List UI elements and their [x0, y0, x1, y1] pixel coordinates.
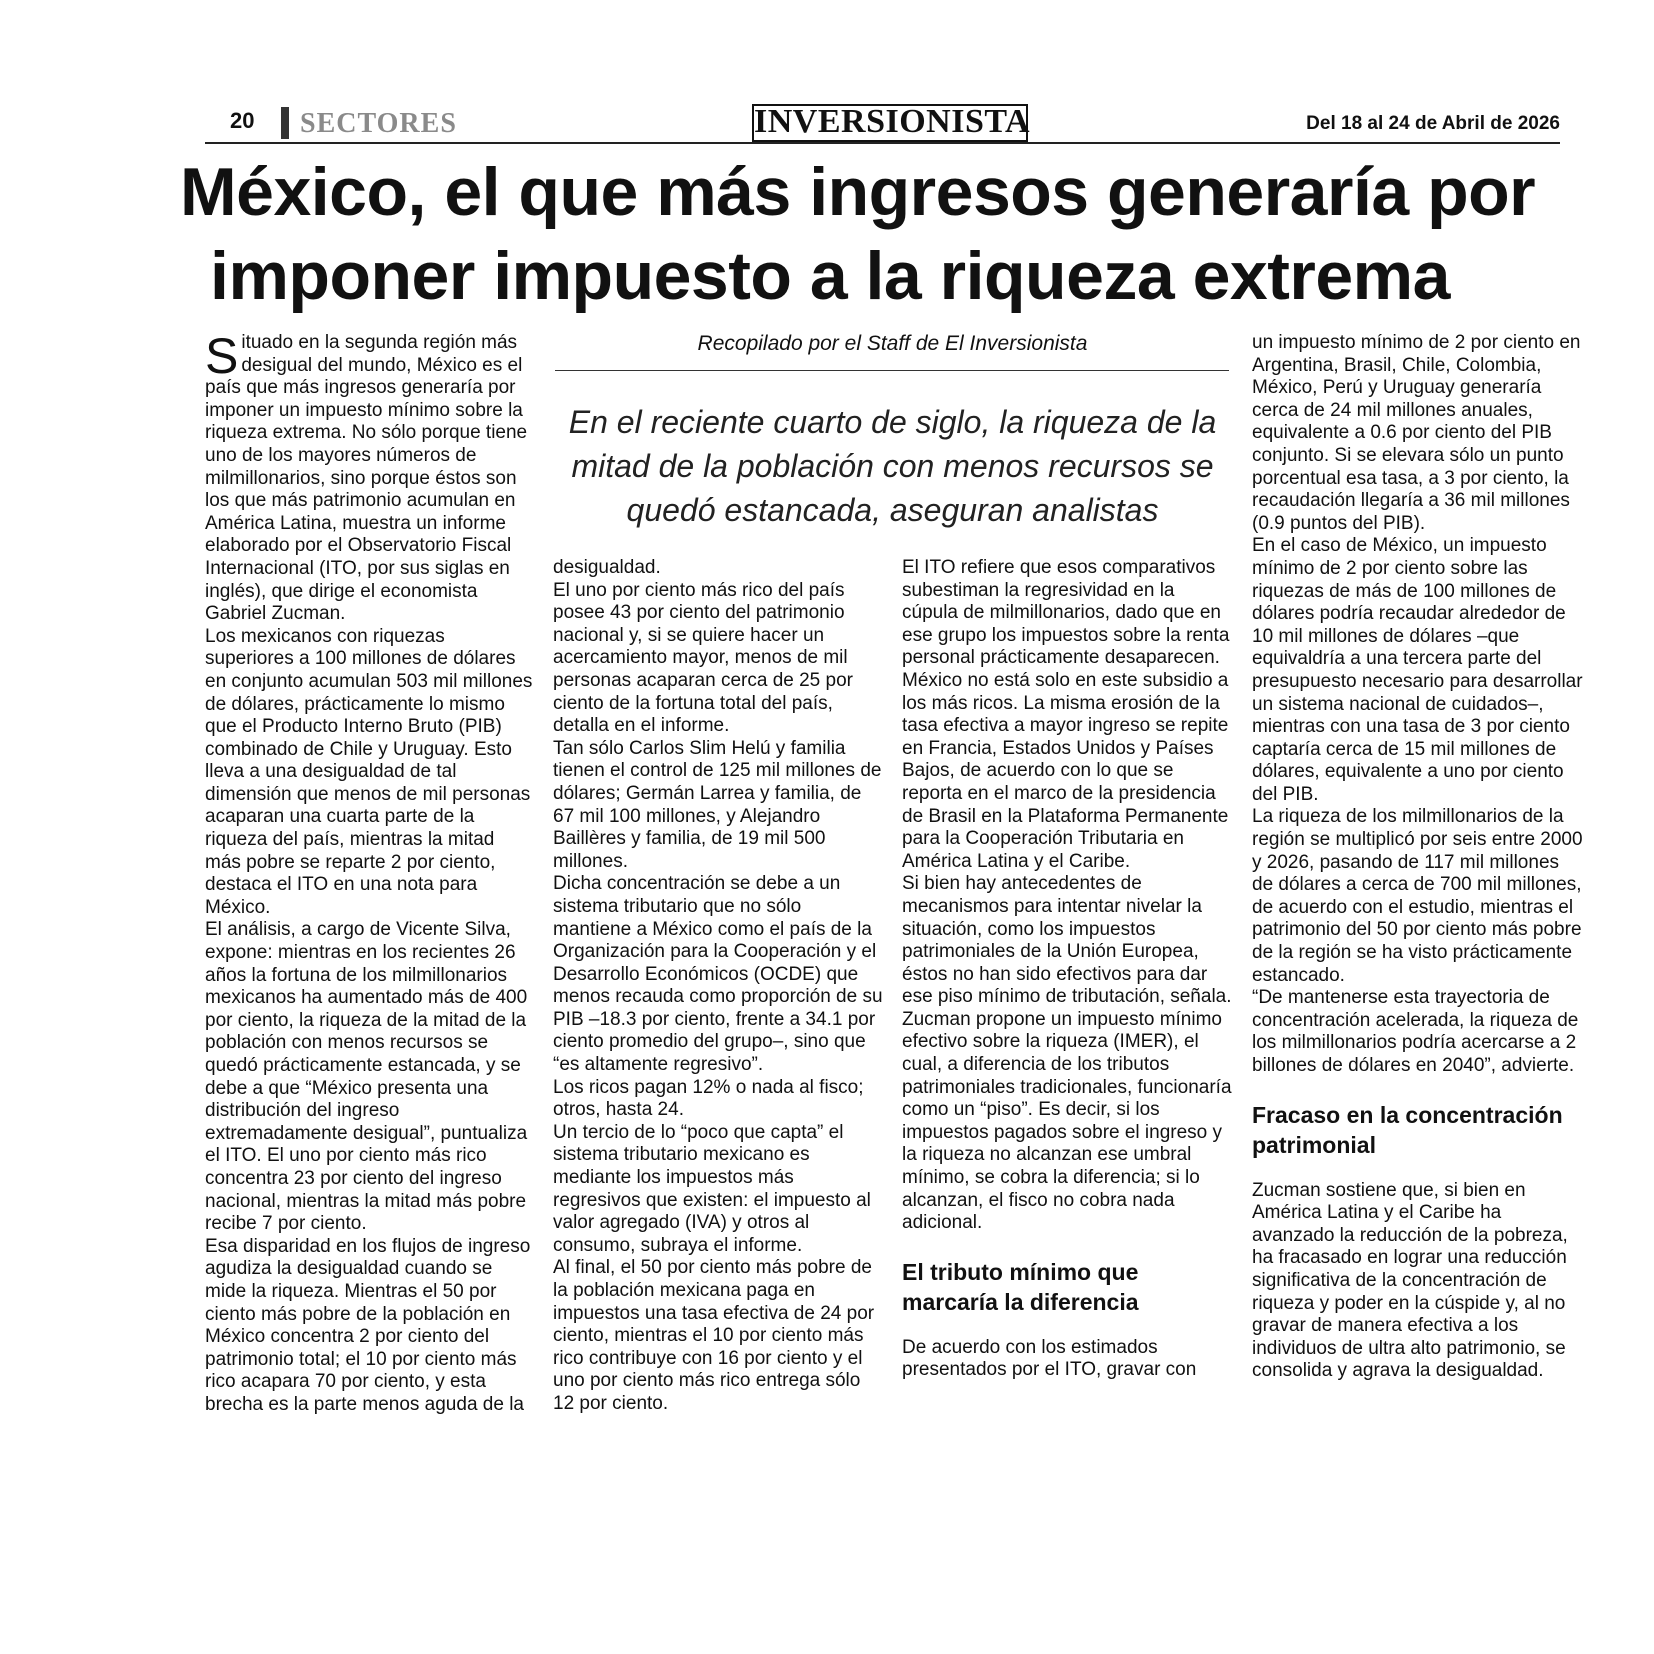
paragraph: El uno por ciento más rico del país posee 43 por ciento del patrimonio nacional y, si se quiere hacer un acercamiento mayor, menos de mil personas acaparan cerca de 25 por ciento de la fortuna total del país, detalla en el informe. — [553, 579, 853, 737]
paragraph: Esa disparidad en los flujos de ingreso agudiza la desigualdad cuando se mide la riqueza. Mientras el 50 por ciento más pobre de la población en México concentra 2 por ciento del patrimonio total; el 10 por ciento más rico acapara 70 por ciento, y esta brecha es la parte menos aguda de la — [205, 1235, 531, 1415]
paragraph: De acuerdo con los estimados presentados por el ITO, gravar con — [902, 1336, 1197, 1381]
article-column-4 — [1252, 332, 1584, 1383]
paragraph: Los ricos pagan 12% o nada al fisco; otros, hasta 24. — [553, 1076, 864, 1121]
paragraph: Al final, el 50 por ciento más pobre de la población mexicana paga en impuestos una tasa efectiva de 24 por ciento, mientras el 10 por ciento más rico contribuye con 16 por ciento y el uno por ciento más rico entrega sólo 12 por ciento. — [553, 1257, 875, 1414]
headline-line-2: imponer impuesto a la riqueza extrema — [210, 238, 1450, 314]
byline-rule — [555, 370, 1229, 371]
drop-cap: S — [205, 328, 239, 384]
article-column-3 — [902, 557, 1232, 1382]
article-column-2 — [553, 557, 883, 1416]
section-bar — [281, 107, 289, 139]
paragraph: Un tercio de lo “poco que capta” el sistema tributario mexicano es mediante los impuestos más regresivos que existen: el impuesto al valor agregado (IVA) y otros al consumo, subraya el informe. — [553, 1121, 871, 1256]
paragraph: Dicha concentración se debe a un sistema tributario que no sólo mantiene a México como el país de la Organización para la Cooperación y el Desarrollo Económicos (OCDE) que menos recauda como proporción de su PIB –18.3 por ciento, frente a 34.1 por ciento promedio del grupo–, sino que “es altamente regresivo”. — [553, 873, 883, 1076]
masthead-logo: INVERSIONISTA — [754, 103, 1031, 140]
paragraph: Si bien hay antecedentes de mecanismos para intentar nivelar la situación, como los impuestos patrimoniales de la Unión Europea, éstos no han sido efectivos para dar ese piso mínimo de tributación, señala. — [902, 873, 1232, 1008]
article-column-1 — [205, 328, 535, 1417]
paragraph: desigualdad. — [553, 557, 661, 578]
paragraph: un impuesto mínimo de 2 por ciento en Argentina, Brasil, Chile, Colombia, México, Perú y Uruguay generaría cerca de 24 mil millones anuales, equivalente a 0.6 por ciento del PIB conjunto. Si se elevara sólo un punto porcentual esa tasa, a 3 por ciento, la recaudación llegaría a 36 mil millones (0.9 puntos del PIB). — [1252, 332, 1581, 534]
paragraph: Zucman sostiene que, si bien en América Latina y el Caribe ha avanzado la reducción de la pobreza, ha fracasado en lograr una reducción significativa de la concentración de riqueza y poder en la cúspide y, al no gravar de manera efectiva a los individuos de ultra alto patrimonio, se consolida y agrava la desigualdad. — [1252, 1179, 1568, 1382]
paragraph: Situado en la segunda región más desigual del mundo, México es el país que más ingresos generaría por imponer un impuesto mínimo sobre la riqueza extrema. No sólo porque tiene uno de los mayores números de milmillonarios, sino porque éstos son los que más patrimonio acumulan en América Latina, muestra un informe elaborado por el Observatorio Fiscal Internacional (ITO, por sus siglas en inglés), que dirige el economista Gabriel Zucman. — [205, 328, 528, 625]
header-rule — [205, 142, 1560, 144]
paragraph: La riqueza de los milmillonarios de la región se multiplicó por seis entre 2000 y 2026, pasando de 117 mil millones de dólares a cerca de 700 mil millones, de acuerdo con el estudio, mientras el patrimonio del 50 por ciento más pobre de la región se ha visto prácticamente estancado. — [1252, 806, 1583, 986]
paragraph: El ITO refiere que esos comparativos subestiman la regresividad en la cúpula de milmillonarios, dado que en ese grupo los impuestos sobre la renta personal prácticamente desaparecen. México no está solo en este subsidio a los más ricos. La misma erosión de la tasa efectiva a mayor ingreso se repite en Francia, Estados Unidos y Países Bajos, de acuerdo con lo que se reporta en el marco de la presidencia de Brasil en la Plataforma Permanente para la Cooperación Tributaria en América Latina y el Caribe. — [902, 557, 1230, 872]
headline — [180, 150, 1536, 318]
subheading: El tributo mínimo que marcaría la diferencia — [902, 1258, 1139, 1315]
subheading: Fracaso en la concentración patrimonial — [1252, 1101, 1563, 1158]
paragraph: Los mexicanos con riquezas superiores a 100 millones de dólares en conjunto acumulan 503 mil millones de dólares, prácticamente lo mismo que el Producto Interno Bruto (PIB) combinado de Chile y Uruguay. Esto lleva a una desigualdad de tal dimensión que menos de mil personas acaparan una cuarta parte de la riqueza del país, mientras la mitad más pobre se reparte 2 por ciento, destaca el ITO en una nota para México. — [205, 625, 533, 918]
deck: En el reciente cuarto de siglo, la riqueza de la mitad de la población con menos recursos se quedó estancada, aseguran analistas — [568, 404, 1217, 528]
paragraph: Zucman propone un impuesto mínimo efectivo sobre la riqueza (IMER), el cual, a diferencia de los tributos patrimoniales tradicionales, funcionaría como un “piso”. Es decir, si los impuestos pagados sobre el ingreso y la riqueza no alcanzan ese umbral mínimo, se cobra la diferencia; si lo alcanzan, el fisco no cobra nada adicional. — [902, 1008, 1232, 1234]
headline-line-1: México, el que más ingresos generaría por — [180, 154, 1536, 230]
paragraph: En el caso de México, un impuesto mínimo de 2 por ciento sobre las riquezas de más de 100 millones de dólares podría recaudar alrededor de 10 mil millones de dólares –que equivaldría a una tercera parte del presupuesto necesario para desarrollar un sistema nacional de cuidados–, mientras con una tasa de 3 por ciento captaría cerca de 15 mil millones de dólares, equivalente a uno por ciento del PIB. — [1252, 535, 1583, 805]
byline: Recopilado por el Staff de El Inversionista — [697, 332, 1088, 355]
section-name: SECTORES — [300, 108, 457, 139]
issue-date: Del 18 al 24 de Abril de 2026 — [1306, 113, 1560, 134]
paragraph: Tan sólo Carlos Slim Helú y familia tienen el control de 125 mil millones de dólares; Germán Larrea y familia, de 67 mil 100 millones, y Alejandro Baillères y familia, de 19 mil 500 millones. — [553, 737, 882, 872]
paragraph: El análisis, a cargo de Vicente Silva, expone: mientras en los recientes 26 años la fortuna de los milmillonarios mexicanos ha aumentado más de 400 por ciento, la riqueza de la mitad de la población con menos recursos se quedó prácticamente estancada, y se debe a que “México presenta una distribución del ingreso extremadamente desigual”, puntualiza el ITO. El uno por ciento más rico concentra 23 por ciento del ingreso nacional, mientras la mitad más pobre recibe 7 por ciento. — [205, 919, 528, 1235]
paragraph: “De mantenerse esta trayectoria de concentración acelerada, la riqueza de los milmillonarios podría acercarse a 2 billones de dólares en 2040”, advierte. — [1252, 987, 1579, 1076]
page-number: 20 — [230, 108, 255, 133]
